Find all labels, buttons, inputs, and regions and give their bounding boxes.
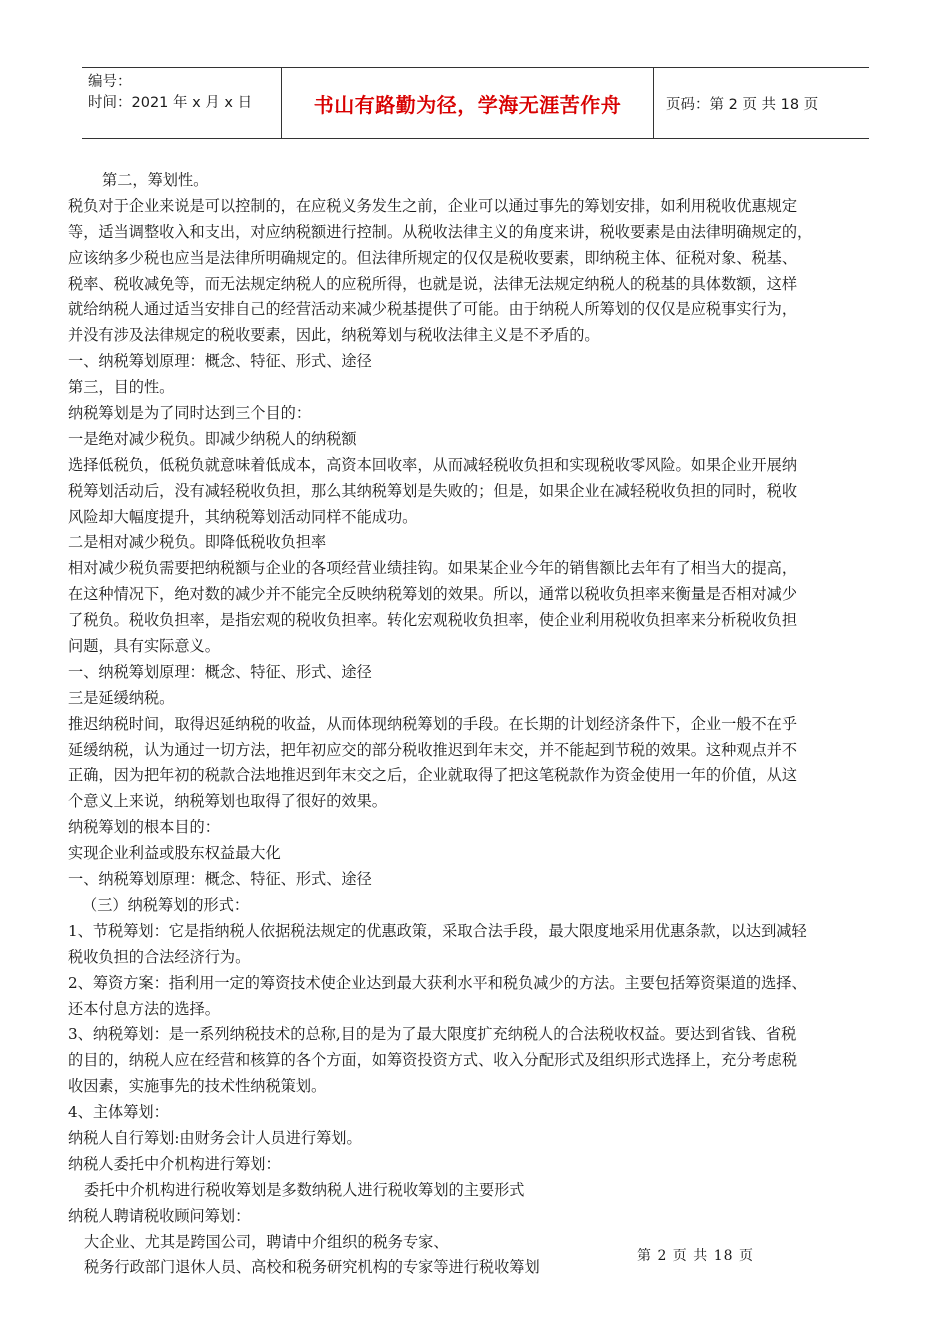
document-date: 时间：2021 年 x 月 x 日 [88,95,253,111]
body-line: 1、节税筹划：它是指纳税人依据税法规定的优惠政策，采取合法手段，最大限度地采用优惠条款，以达到减轻 [68,921,807,940]
header-motto: 书山有路勤为径，学海无涯苦作舟 [313,92,622,117]
body-line: 税收负担的合法经济行为。 [68,947,251,966]
body-line: 第三，目的性。 [68,378,175,397]
body-line: 纳税筹划的根本目的： [68,818,220,837]
header-page-number: 页码：第 2 页 共 18 页 [666,96,819,113]
page-footer: 第 2 页 共 18 页 [637,1248,754,1264]
body-line: 实现企业利益或股东权益最大化 [68,844,281,863]
body-line: 纳税人聘请税收顾问筹划： [68,1206,251,1225]
body-line: 应该纳多少税也应当是法律所明确规定的。但法律所规定的仅仅是税收要素，即纳税主体、征税对象、税基、 [68,248,797,267]
body-line: 的目的，纳税人应在经营和核算的各个方面，如筹资投资方式、收入分配形式及组织形式选择上，充分考虑税 [68,1051,797,1070]
body-line: 还本付息方法的选择。 [68,999,220,1018]
document-body [68,168,884,1281]
body-line: 二是相对减少税负。即降低税收负担率 [68,533,327,552]
body-line: 第二，筹划性。 [102,171,209,189]
body-line: 推迟纳税时间，取得迟延纳税的收益，从而体现纳税筹划的手段。在长期的计划经济条件下，企业一般不在乎 [68,714,797,733]
body-line: 一、纳税筹划原理：概念、特征、形式、途径 [68,352,372,371]
body-line: 在这种情况下，绝对数的减少并不能完全反映纳税筹划的效果。所以，通常以税收负担率来衡量是否相对减少 [68,585,797,604]
page-header [82,67,869,139]
body-line: 一、纳税筹划原理：概念、特征、形式、途径 [68,870,372,889]
body-line: 等，适当调整收入和支出，对应纳税额进行控制。从税收法律主义的角度来讲，税收要素是由法律明确规定的， [68,222,813,241]
body-line: 个意义上来说，纳税筹划也取得了很好的效果。 [68,792,387,811]
body-line: 并没有涉及法律规定的税收要素，因此，纳税筹划与税收法律主义是不矛盾的。 [68,326,600,345]
body-line: 税负对于企业来说是可以控制的，在应税义务发生之前，企业可以通过事先的筹划安排，如利用税收优惠规定 [68,196,797,215]
body-line: 一、纳税筹划原理：概念、特征、形式、途径 [68,662,372,681]
body-line: 三是延缓纳税。 [68,688,175,707]
body-line: 2、筹资方案：指利用一定的筹资技术使企业达到最大获利水平和税负减少的方法。主要包括筹资渠道的选择、 [68,973,807,992]
body-line: 税务行政部门退休人员、高校和税务研究机构的专家等进行税收筹划 [84,1258,540,1277]
body-line: 收因素，实施事先的技术性纳税策划。 [68,1077,327,1096]
body-line: 正确，因为把年初的税款合法地推迟到年末交之后，企业就取得了把这笔税款作为资金使用一年的价值，从这 [68,766,797,785]
header-motto-cell [282,68,654,138]
body-line: 一是绝对减少税负。即减少纳税人的纳税额 [68,429,357,448]
body-line: 纳税人委托中介机构进行筹划： [68,1154,281,1173]
body-line: 纳税筹划是为了同时达到三个目的： [68,404,311,423]
body-line: 委托中介机构进行税收筹划是多数纳税人进行税收筹划的主要形式 [84,1180,525,1199]
body-line: 税率、税收减免等，而无法规定纳税人的应税所得，也就是说，法律无法规定纳税人的税基的具体数额，这样 [68,274,797,293]
body-line: 了税负。税收负担率，是指宏观的税收负担率。转化宏观税收负担率，使企业利用税收负担率来分析税收负担 [68,611,797,630]
body-line: 就给纳税人通过适当安排自己的经营活动来减少税基提供了可能。由于纳税人所筹划的仅仅是应税事实行为， [68,300,797,319]
body-line: 税筹划活动后，没有减轻税收负担，那么其纳税筹划是失败的；但是，如果企业在减轻税收负担的同时，税收 [68,481,797,500]
body-line: 相对减少税负需要把纳税额与企业的各项经营业绩挂钩。如果某企业今年的销售额比去年有了相当大的提高， [68,559,797,578]
body-line: （三）纳税筹划的形式： [82,895,250,914]
header-info-cell [82,68,282,138]
body-line: 纳税人自行筹划:由财务会计人员进行筹划。 [68,1128,362,1147]
body-line: 4、主体筹划： [68,1103,169,1122]
header-page-cell [654,68,869,138]
body-line: 大企业、尤其是跨国公司，聘请中介组织的税务专家、 [84,1232,449,1251]
body-line: 问题，具有实际意义。 [68,637,220,656]
body-line: 延缓纳税，认为通过一切方法，把年初应交的部分税收推迟到年末交，并不能起到节税的效果。这种观点并不 [68,740,797,759]
document-number: 编号： [88,74,132,90]
body-line: 选择低税负，低税负就意味着低成本，高资本回收率，从而减轻税收负担和实现税收零风险。如果企业开展纳 [68,455,797,474]
body-line: 3、纳税筹划：是一系列纳税技术的总称,目的是为了最大限度扩充纳税人的合法税收权益。要达到省钱、省税 [68,1025,797,1044]
body-line: 风险却大幅度提升，其纳税筹划活动同样不能成功。 [68,507,418,526]
